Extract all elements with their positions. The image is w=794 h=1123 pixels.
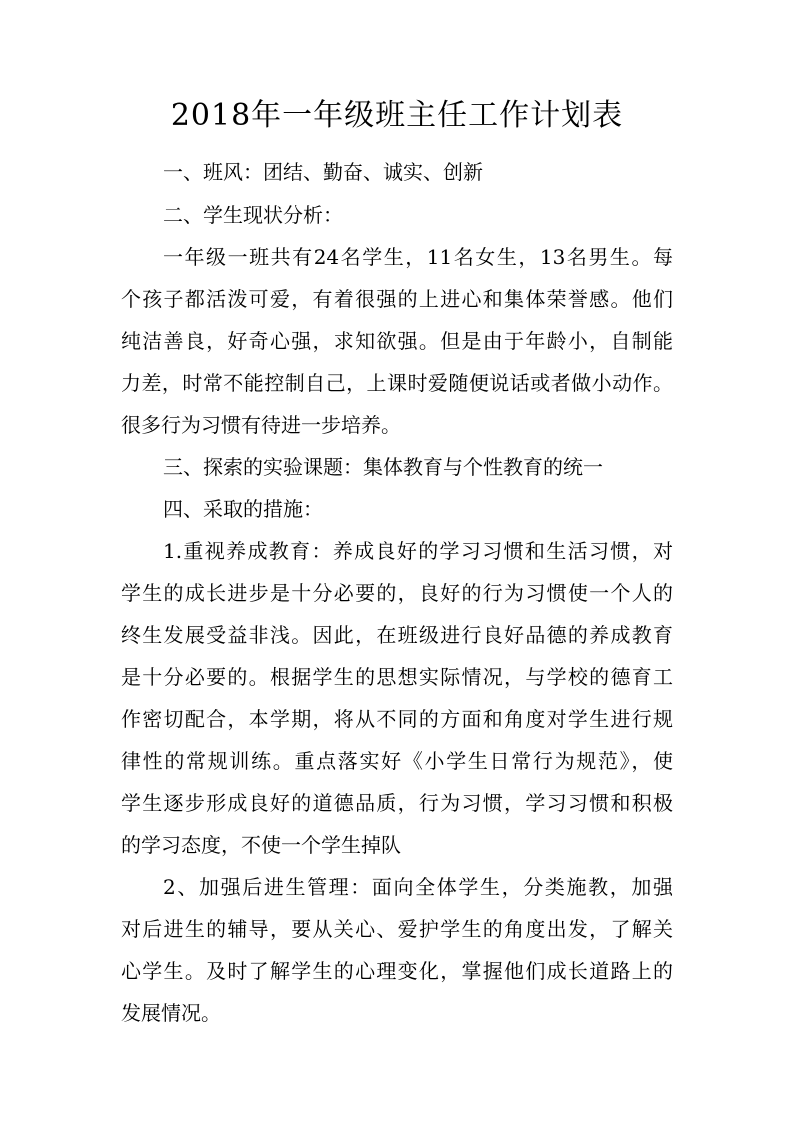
paragraph-line: 纯洁善良，好奇心强，求知欲强。但是由于年龄小，自制能 bbox=[121, 329, 673, 353]
paragraph-line: 个孩子都活泼可爱，有着很强的上进心和集体荣誉感。他们 bbox=[121, 287, 673, 311]
paragraph-line: 心学生。及时了解学生的心理变化，掌握他们成长道路上的 bbox=[121, 959, 673, 983]
experiment-topic-line: 三、探索的实验课题：集体教育与个性教育的统一 bbox=[163, 455, 603, 479]
paragraph-line: 学生逐步形成良好的道德品质，行为习惯，学习习惯和积极 bbox=[121, 791, 673, 815]
paragraph-line: 是十分必要的。根据学生的思想实际情况，与学校的德育工 bbox=[121, 665, 673, 689]
paragraph-line: 力差，时常不能控制自己，上课时爱随便说话或者做小动作。 bbox=[121, 371, 673, 395]
student-analysis-heading: 二、学生现状分析： bbox=[163, 203, 343, 227]
measures-heading: 四、采取的措施： bbox=[163, 497, 323, 521]
paragraph-line: 学生的成长进步是十分必要的，良好的行为习惯使一个人的 bbox=[121, 581, 673, 605]
paragraph-line: 一年级一班共有24名学生，11名女生，13名男生。每 bbox=[163, 245, 673, 269]
paragraph-line: 律性的常规训练。重点落实好《小学生日常行为规范》，使 bbox=[121, 749, 673, 773]
paragraph-line: 的学习态度，不使一个学生掉队 bbox=[121, 833, 401, 857]
paragraph-line: 很多行为习惯有待进一步培养。 bbox=[121, 413, 401, 437]
paragraph-line: 终生发展受益非浅。因此，在班级进行良好品德的养成教育 bbox=[121, 623, 673, 647]
paragraph-line: 2、加强后进生管理：面向全体学生，分类施教，加强 bbox=[163, 875, 673, 899]
paragraph-line: 对后进生的辅导，要从关心、爱护学生的角度出发，了解关 bbox=[121, 917, 673, 941]
paragraph-line: 作密切配合，本学期，将从不同的方面和角度对学生进行规 bbox=[121, 707, 673, 731]
document-title: 2018年一年级班主任工作计划表 bbox=[170, 98, 624, 133]
paragraph-line: 发展情况。 bbox=[121, 1001, 221, 1025]
paragraph-line: 1.重视养成教育：养成良好的学习习惯和生活习惯，对 bbox=[163, 539, 673, 563]
class-style-line: 一、班风：团结、勤奋、诚实、创新 bbox=[163, 160, 483, 184]
